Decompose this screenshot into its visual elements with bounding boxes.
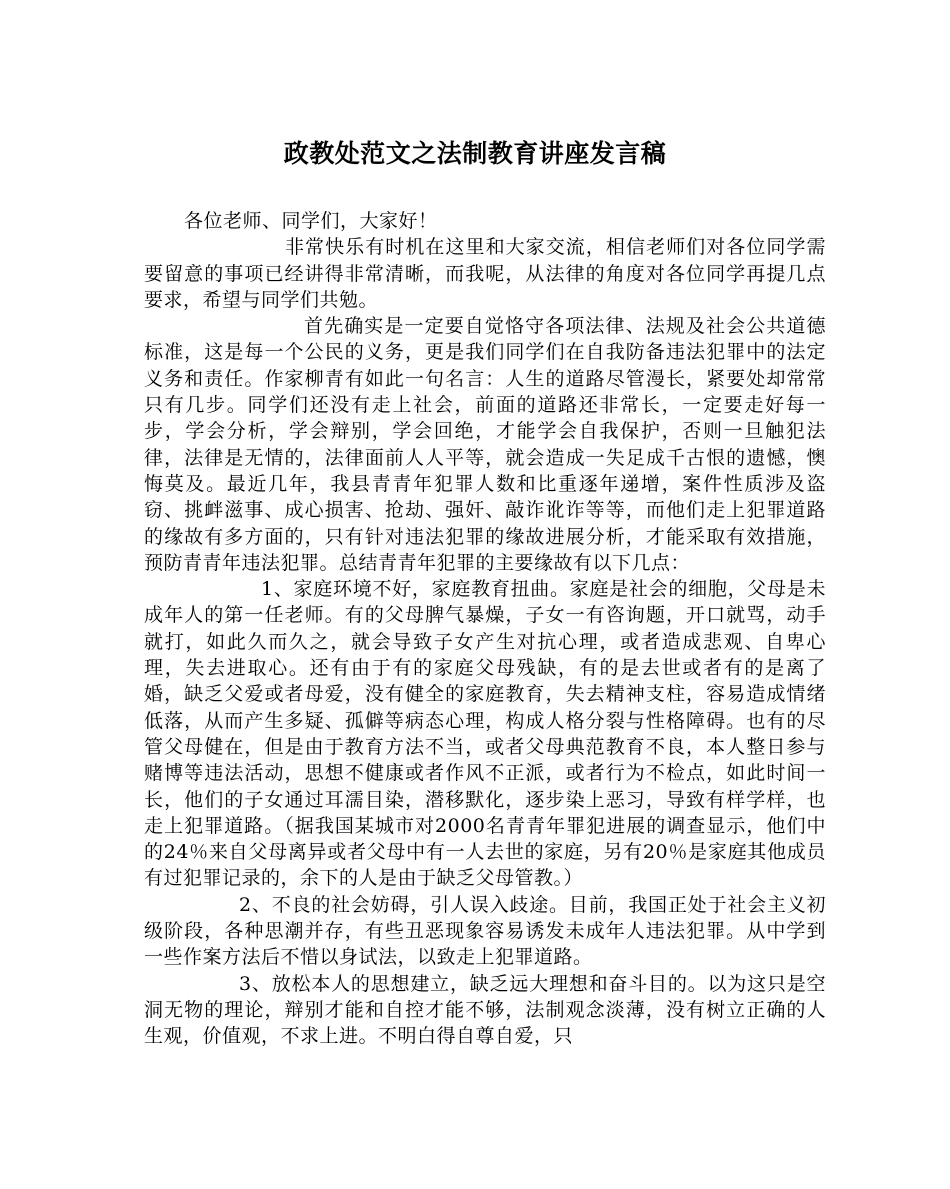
greeting-line: 各位老师、同学们，大家好！ (184, 210, 438, 232)
document-body (144, 208, 826, 1050)
document-title: 政教处范文之法制教育讲座发言稿 (283, 139, 667, 168)
paragraph-main: 首先确实是一定要自觉恪守各项法律、法规及社会公共道德标准，这是每一个公民的义务，更是我们同学们在自我防备违法犯罪中的法定义务和责任。作家柳青有如此一句名言：人生的道路尽管漫长，紧要处却常常只有几步。同学们还没有走上社会，前面的道路还非常长，一定要走好每一步，学会分析，学会辩别，学会回绝，才能学会自我保护，否则一旦触犯法律，法律是无情的，法律面前人人平等，就会造成一失足成千古恨的遗憾，懊悔莫及。最近几年，我县青青年犯罪人数和比重逐年递增，案件性质涉及盗窃、挑衅滋事、成心损害、抢劫、强奸、敲诈讹诈等等，而他们走上犯罪道路的缘故有多方面的，只有针对违法犯罪的缘故进展分析，才能采取有效措施，预防青青年违法犯罪。总结青青年犯罪的主要缘故有以下几点： (144, 315, 826, 574)
paragraph-reason-2: 2、不良的社会妨碍，引人误入歧途。目前，我国正处于社会主义初级阶段，各种思潮并存，有些丑恶现象容易诱发未成年人违法犯罪。从中学到一些作案方法后不惜以身试法，以致走上犯罪道路。 (144, 893, 826, 969)
paragraph-reason-1: 1、家庭环境不好，家庭教育扭曲。家庭是社会的细胞，父母是未成年人的第一任老师。有的父母脾气暴燥，子女一有咨询题，开口就骂，动手就打，如此久而久之，就会导致子女产生对抗心理，或者造成悲观、自卑心理，失去进取心。还有由于有的家庭父母残缺，有的是去世或者有的是离了婚，缺乏父爱或者母爱，没有健全的家庭教育，失去精神支柱，容易造成情绪低落，从而产生多疑、孤僻等病态心理，构成人格分裂与性格障碍。也有的尽管父母健在，但是由于教育方法不当，或者父母典范教育不良，本人整日参与赌博等违法活动，思想不健康或者作风不正派，或者行为不检点，如此时间一长，他们的子女通过耳濡目染，潜移默化，逐步染上恶习，导致有样学样，也走上犯罪道路。（据我国某城市对2000名青青年罪犯进展的调查显示，他们中的24％来自父母离异或者父母中有一人去世的家庭，另有20％是家庭其他成员有过犯罪记录的，余下的人是由于缺乏父母管教。） (144, 578, 826, 890)
paragraph-reason-3: 3、放松本人的思想建立，缺乏远大理想和奋斗目的。以为这只是空洞无物的理论，辩别才能和自控才能不够，法制观念淡薄，没有树立正确的人生观，价值观，不求上进。不明白得自尊自爱，只 (144, 972, 826, 1048)
paragraph-intro: 非常快乐有时机在这里和大家交流，相信老师们对各位同学需要留意的事项已经讲得非常清晰，而我呢，从法律的角度对各位同学再提几点要求，希望与同学们共勉。 (144, 236, 826, 311)
